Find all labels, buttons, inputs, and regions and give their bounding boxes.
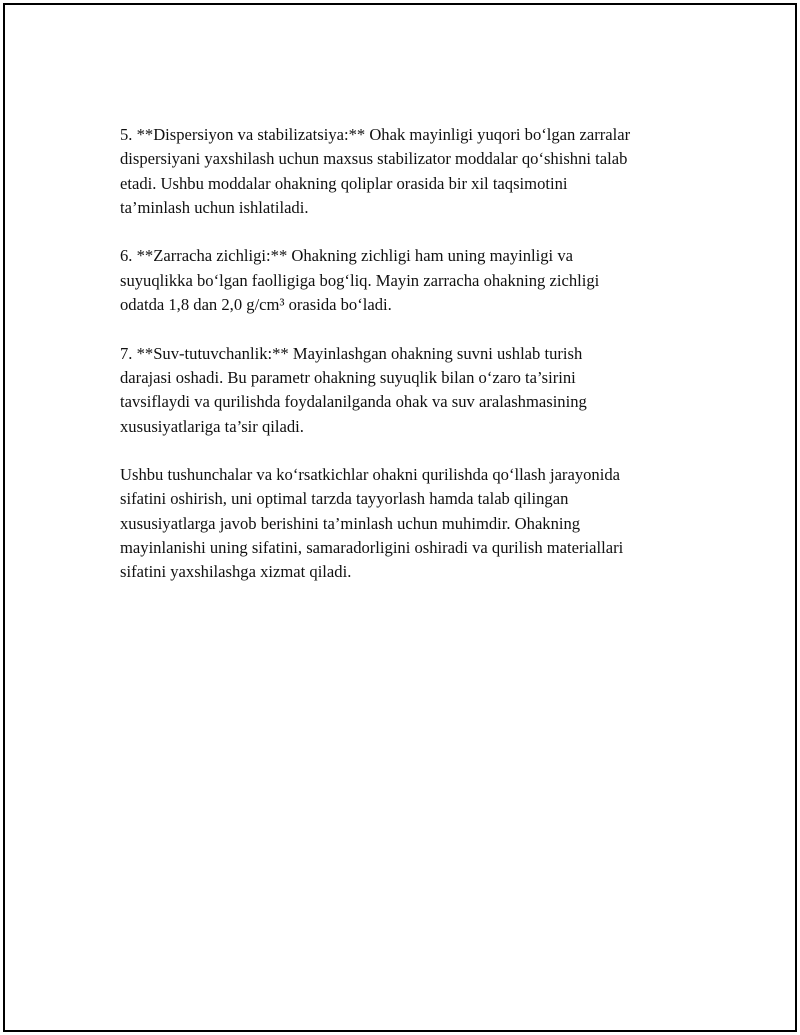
paragraph-dispersion: 5. **Dispersiyon va stabilizatsiya:** Ohak mayinligi yuqori bo‘lgan zarralar dispersiyani yaxshilash uchun maxsus stabilizator moddalar qo‘shishni talab etadi. Ushbu moddalar ohakning qoliplar orasida bir xil taqsimotini ta’minlash uchun ishlatiladi. <box>120 125 631 217</box>
document-page <box>3 3 797 1032</box>
paragraph-particle-density: 6. **Zarracha zichligi:** Ohakning zichligi ham uning mayinligi va suyuqlikka bo‘lgan faolligiga bog‘liq. Mayin zarracha ohakning zichligi odatda 1,8 dan 2,0 g/cm³ orasida bo‘ladi. <box>120 246 600 315</box>
paragraph-conclusion: Ushbu tushunchalar va ko‘rsatkichlar ohakni qurilishda qo‘llash jarayonida sifatini oshirish, uni optimal tarzda tayyorlash hamda talab qilingan xususiyatlarga javob berishini ta’minlash uchun muhimdir. Ohakning mayinlanishi uning sifatini, samaradorligini oshiradi va qurilish materiallari sifatini yaxshilashga xizmat qiladi. <box>120 465 624 582</box>
document-body <box>120 123 710 609</box>
paragraph-water-retention: 7. **Suv-tutuvchanlik:** Mayinlashgan ohakning suvni ushlab turish darajasi oshadi. Bu parametr ohakning suyuqlik bilan o‘zaro ta’sirini tavsiflaydi va qurilishda foydalanilganda ohak va suv aralashmasining xususiyatlariga ta’sir qiladi. <box>120 343 587 436</box>
